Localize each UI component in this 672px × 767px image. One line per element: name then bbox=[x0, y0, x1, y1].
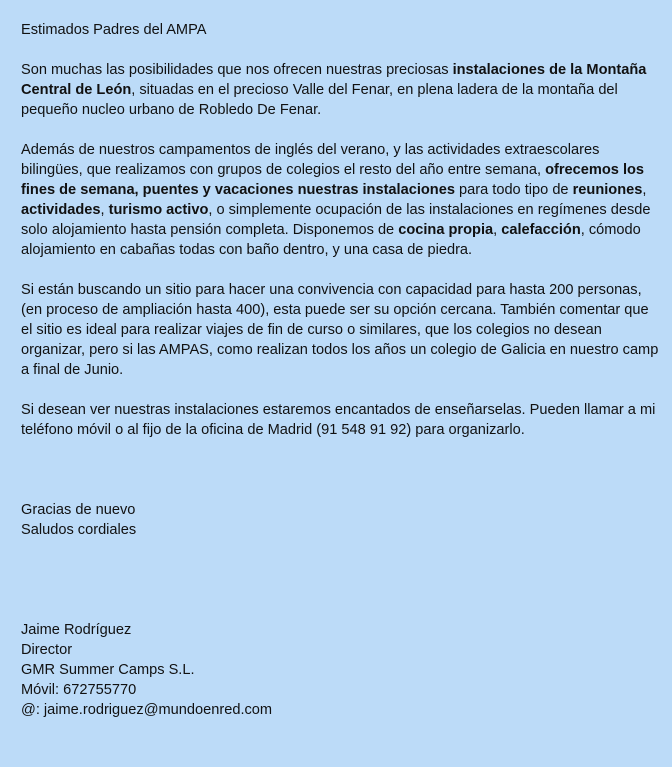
closing bbox=[21, 500, 661, 540]
text-run-bold: cocina propia bbox=[398, 222, 494, 238]
text-run-bold: calefacción bbox=[501, 222, 581, 238]
letter-body bbox=[21, 20, 661, 720]
text-run-bold: turismo activo bbox=[108, 202, 209, 218]
closing-line-thanks: Gracias de nuevo bbox=[21, 502, 136, 518]
signature-email[interactable]: @: jaime.rodriguez@mundoenred.com bbox=[21, 702, 273, 718]
text-run-bold: instalaciones de la Montaña Central de León bbox=[21, 62, 647, 98]
closing-line-regards: Saludos cordiales bbox=[21, 522, 137, 538]
text-run: Son muchas las posibilidades que nos ofrecen nuestras preciosas bbox=[21, 62, 453, 78]
signature-block bbox=[21, 620, 661, 720]
signature-name: Jaime Rodríguez bbox=[21, 622, 132, 638]
text-run-bold: actividades bbox=[21, 202, 101, 218]
text-run: , o simplemente ocupación de las instalaciones en regímenes desde solo alojamiento hasta pensión completa. Disponemos de bbox=[21, 202, 651, 238]
paragraph-intro bbox=[21, 60, 661, 120]
text-run-bold: reuniones bbox=[572, 182, 643, 198]
text-run-bold: ofrecemos los fines de semana, puentes y vacaciones nuestras instalaciones bbox=[21, 162, 645, 198]
text-run: , bbox=[493, 222, 502, 238]
text-run: , bbox=[100, 202, 109, 218]
text-run: , situadas en el precioso Valle del Fenar, en plena ladera de la montaña del pequeño nucleo urbano de Robledo De Fenar. bbox=[21, 82, 618, 118]
text-run: , bbox=[642, 182, 647, 198]
signature-company: GMR Summer Camps S.L. bbox=[21, 662, 195, 678]
text-run: Además de nuestros campamentos de inglés del verano, y las actividades extraescolares bilingües, que realizamos con grupos de colegios el resto del año entre semana, bbox=[21, 142, 600, 178]
paragraph-contact: Si desean ver nuestras instalaciones estaremos encantados de enseñarselas. Pueden llamar a mi teléfono móvil o al fijo de la oficina de Madrid (91 548 91 92) para organizarlo. bbox=[21, 402, 656, 438]
text-run: , cómodo alojamiento en cabañas todas con baño dentro, y una casa de piedra. bbox=[21, 222, 641, 258]
signature-mobile: Móvil: 672755770 bbox=[21, 682, 137, 698]
signature-title: Director bbox=[21, 642, 73, 658]
greeting: Estimados Padres del AMPA bbox=[21, 22, 207, 38]
paragraph-capacity: Si están buscando un sitio para hacer una convivencia con capacidad para hasta 200 personas, (en proceso de ampliación hasta 400), esta puede ser su opción cercana. También comentar que el sitio es ideal para realizar viajes de fin de curso o similares, que los colegios no desean organizar, pero si las AMPAS, como realizan todos los años un colegio de Galicia en nuestro camp a final de Junio. bbox=[21, 282, 659, 378]
text-run: para todo tipo de bbox=[454, 182, 573, 198]
paragraph-offer bbox=[21, 140, 661, 260]
